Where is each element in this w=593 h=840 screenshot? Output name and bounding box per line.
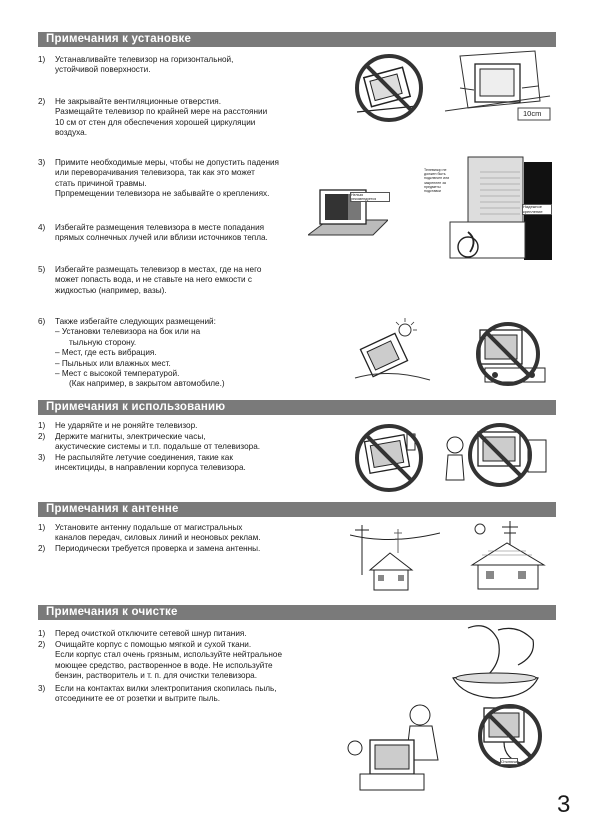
install-item-5 (38, 265, 293, 296)
item-number: 1) (38, 629, 46, 638)
section-header-usage: Примечания к использованию (38, 400, 556, 415)
antenna-item-2 (38, 544, 294, 554)
item-number: 5) (38, 265, 46, 274)
distance-label: 10cm (523, 109, 542, 118)
sub-item: – Установки телевизора на бок или на (55, 327, 201, 337)
child-tv-prohibited-illustration (440, 420, 552, 492)
item-number: 3) (38, 684, 46, 693)
item-text: воздуха. (55, 128, 87, 138)
item-text: Избегайте размещать телевизор в местах, где на него (55, 265, 262, 274)
item-text: Очищайте корпус с помощью мягкой и сухой ткани. (55, 640, 252, 649)
cleaning-item-3 (38, 684, 294, 705)
hand-wringing-cloth-illustration (438, 620, 550, 702)
section-header-install: Примечания к установке (38, 32, 556, 47)
section-header-cleaning: Примечания к очистке (38, 605, 556, 620)
item-text: отсоедините ее от розетки и вытрите пыль. (55, 694, 221, 704)
item-number: 4) (38, 223, 46, 232)
item-text: Периодически требуется проверка и замена антенны. (55, 544, 261, 553)
wall-note: Телевизор не должен быть подключен или закреплен за предметы подставки (424, 168, 450, 194)
install-item-1 (38, 55, 293, 76)
item-number: 2) (38, 432, 46, 441)
install-item-4 (38, 223, 293, 244)
item-text: бензин, растворитель и т. п. для очистки телевизора. (55, 671, 257, 681)
usage-item-3 (38, 453, 294, 474)
item-text: 10 см от стен для обеспечения хорошей циркуляции (55, 117, 256, 127)
tv-on-stand-strap-illustration (308, 180, 388, 242)
item-text: Избегайте размещения телевизора в месте попадания (55, 223, 265, 232)
sub-item: – Пыльных или влажных мест. (55, 358, 171, 368)
antenna-near-powerlines-illustration (350, 515, 440, 593)
tv-sun-prohibited-illustration (350, 318, 435, 388)
item-number: 3) (38, 158, 46, 167)
item-text: может попасть вода, и не ставьте на него емкости с (55, 275, 252, 285)
page-number: 3 (557, 791, 571, 818)
antenna-item-1 (38, 523, 294, 544)
item-text: устойчивой поверхности. (55, 65, 151, 75)
hook-note: Надежное крепление (522, 204, 552, 215)
usage-item-1 (38, 421, 294, 431)
sub-item: тыльную сторону. (69, 337, 137, 347)
item-text: или переворачивания телевизора, так как это может (55, 168, 255, 178)
sub-item: (Как например, в закрытом автомобиле.) (69, 379, 225, 389)
install-item-2 (38, 97, 293, 139)
item-number: 3) (38, 453, 46, 462)
item-text: инсектициды, в направлении корпуса телевизора. (55, 463, 246, 473)
item-number: 1) (38, 523, 46, 532)
tilted-tv-prohibited-illustration (352, 50, 427, 125)
item-text: стать причиной травмы. (55, 178, 147, 188)
item-text: прямых солнечных лучей или вблизи источников тепла. (55, 233, 268, 243)
item-text: Не ударяйте и не роняйте телевизор. (55, 421, 198, 430)
item-text: Прпремещении телевизора не забывайте о креплениях. (55, 189, 270, 199)
item-text: Не закрывайте вентиляционные отверстия. (55, 97, 221, 106)
sub-item: – Мест, где есть вибрация. (55, 348, 157, 358)
section-header-antenna: Примечания к антенне (38, 502, 556, 517)
item-text: Также избегайте следующих размещений: (55, 317, 216, 326)
spray-prohibited-illustration (345, 420, 435, 495)
plug-note: Отключи (501, 759, 518, 764)
item-text: Устанавливайте телевизор на горизонтальной, (55, 55, 234, 64)
item-text: Размещайте телевизор по крайней мере на расстоянии (55, 107, 268, 117)
ventilation-distance-illustration (440, 46, 560, 128)
item-text: Если на контактах вилки электропитания скопилась пыль, (55, 684, 277, 693)
item-text: Если корпус стал очень грязным, используйте нейтральное (55, 650, 283, 660)
item-number: 6) (38, 317, 46, 326)
strap-note: Нельзя рекомендуется (350, 192, 390, 202)
item-text: каналов передач, силовых линий и неоновых реклам. (55, 533, 261, 543)
cleaning-item-2 (38, 640, 294, 682)
install-item-3 (38, 158, 293, 200)
item-text: Не распыляйте летучие соединения, такие как (55, 453, 233, 462)
sub-item: – Мест с высокой температурой. (55, 369, 180, 379)
item-text: Держите магниты, электрические часы, (55, 432, 206, 441)
item-text: Примите необходимые меры, чтобы не допустить падения (55, 158, 279, 167)
item-text: акустические системы и т.п. подальше от телевизора. (55, 442, 261, 452)
usage-item-2 (38, 432, 294, 453)
tv-wall-mount-illustration (420, 152, 555, 267)
person-cleaning-tv-illustration (340, 700, 452, 795)
unplug-before-clean-illustration (470, 698, 555, 778)
item-number: 1) (38, 421, 46, 430)
item-text: жидкостью (например, вазы). (55, 285, 167, 295)
cleaning-item-1 (38, 629, 294, 639)
item-number: 2) (38, 97, 46, 106)
item-number: 2) (38, 640, 46, 649)
install-item-6 (38, 317, 293, 390)
item-text: моющее средство, растворенное в воде. Не используйте (55, 660, 273, 670)
item-number: 1) (38, 55, 46, 64)
item-number: 2) (38, 544, 46, 553)
item-text: Перед очисткой отключите сетевой шнур питания. (55, 629, 247, 638)
item-text: Установите антенну подальше от магистральных (55, 523, 243, 532)
tv-heat-prohibited-illustration (460, 318, 555, 390)
house-antenna-illustration (452, 515, 552, 593)
